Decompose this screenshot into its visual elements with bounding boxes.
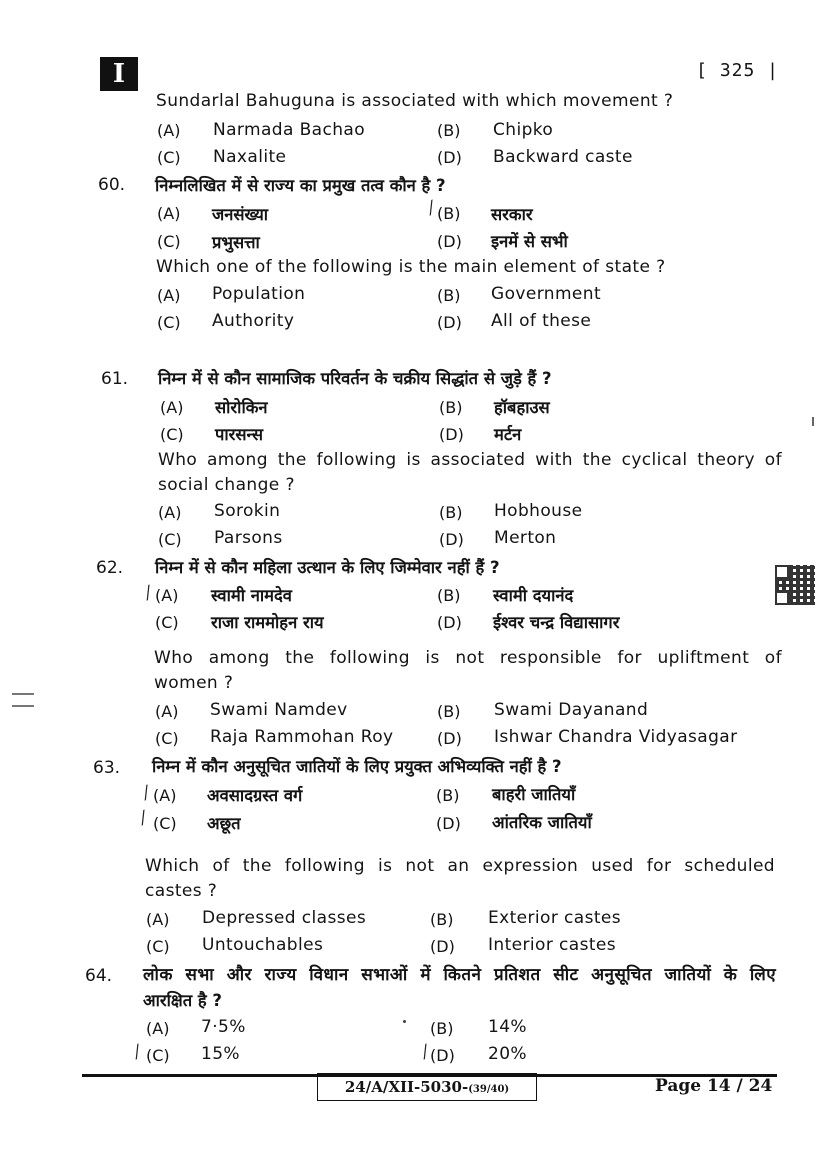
q61-hi-option-c-label: (C)	[160, 425, 184, 444]
q64-option-d: 20%	[488, 1044, 527, 1064]
q60-hi-option-a-label: (A)	[157, 204, 181, 223]
q61-hi-option-b: हॉबहाउस	[494, 398, 550, 417]
q59-option-a-label: (A)	[157, 121, 181, 140]
q63-question-en-line1: Which of the following is not an expression used for scheduled	[145, 856, 775, 876]
q62-hi-option-b-label: (B)	[437, 586, 461, 605]
q63-en-option-a: Depressed classes	[202, 908, 367, 928]
q62-number: 62.	[96, 558, 124, 578]
answer-tick-mark: ⁄	[140, 783, 153, 804]
q63-hi-option-a-label: (A)	[153, 786, 177, 805]
page-mark: [ 325 |	[696, 60, 779, 81]
paper-code	[317, 1073, 537, 1101]
q61-hi-option-a-label: (A)	[160, 398, 184, 417]
paper-code-main: 24/A/XII-5030-	[344, 1078, 469, 1096]
q61-en-option-b-label: (B)	[439, 503, 463, 522]
q61-en-option-a: Sorokin	[214, 501, 281, 521]
q64-option-c-label: (C)	[146, 1046, 170, 1065]
q60-hi-option-c: प्रभुसत्ता	[212, 233, 260, 252]
q64-option-b: 14%	[488, 1017, 527, 1037]
q62-hi-option-a-label: (A)	[155, 586, 179, 605]
q61-en-option-a-label: (A)	[158, 503, 182, 522]
q61-en-option-c-label: (C)	[158, 530, 182, 549]
q60-question-en: Which one of the following is the main element of state ?	[156, 257, 666, 277]
q60-en-option-a-label: (A)	[157, 286, 181, 305]
q59-option-b-label: (B)	[437, 121, 461, 140]
q62-hi-option-c-label: (C)	[155, 613, 179, 632]
q62-hi-option-c: राजा राममोहन राय	[211, 613, 324, 632]
q60-hi-option-b-label: (B)	[437, 204, 461, 223]
q62-en-option-b: Swami Dayanand	[494, 700, 649, 720]
q63-hi-option-d-label: (D)	[436, 814, 461, 833]
q63-en-option-b-label: (B)	[430, 910, 454, 929]
q64-option-b-label: (B)	[430, 1019, 454, 1038]
q62-en-option-a: Swami Namdev	[210, 700, 348, 720]
q60-hi-option-d: इनमें से सभी	[491, 232, 568, 251]
q63-number: 63.	[93, 758, 121, 778]
q62-en-option-c-label: (C)	[155, 729, 179, 748]
q60-en-option-c: Authority	[212, 311, 295, 331]
q63-hi-option-c-label: (C)	[153, 814, 177, 833]
q59-option-b: Chipko	[493, 120, 554, 140]
answer-tick-mark: ⁄	[131, 1042, 144, 1063]
q59-option-d-label: (D)	[437, 148, 462, 167]
q59-option-a: Narmada Bachao	[213, 120, 366, 140]
q63-hi-option-c: अछूत	[207, 814, 241, 833]
paper-set-badge: I	[100, 57, 138, 91]
q61-hi-option-b-label: (B)	[439, 398, 463, 417]
q64-option-a: 7·5%	[201, 1017, 246, 1037]
q61-number: 61.	[101, 369, 129, 389]
q63-en-option-d: Interior castes	[488, 935, 617, 955]
q62-question-hi: निम्न में से कौन महिला उत्थान के लिए जिम्मेवार नहीं हैं ?	[155, 558, 500, 577]
q64-number: 64.	[85, 966, 113, 986]
q62-en-option-c: Raja Rammohan Roy	[210, 727, 394, 747]
q61-hi-option-c: पारसन्स	[215, 425, 264, 444]
q60-question-hi: निम्नलिखित में से राज्य का प्रमुख तत्व कौन है ?	[155, 176, 446, 195]
q62-en-option-b-label: (B)	[437, 702, 461, 721]
page-number-footer: Page 14 / 24	[655, 1076, 773, 1096]
q64-question-hi-line1: लोक सभा और राज्य विधान सभाओं में कितने प्रतिशत सीट अनुसूचित जातियों के लिए	[143, 965, 776, 985]
q63-en-option-c-label: (C)	[146, 937, 170, 956]
q60-en-option-a: Population	[212, 284, 306, 304]
q61-hi-option-d-label: (D)	[439, 425, 464, 444]
q60-en-option-d: All of these	[491, 311, 592, 331]
answer-tick-mark: ⁄	[419, 1042, 432, 1063]
q60-en-option-c-label: (C)	[157, 313, 181, 332]
q62-hi-option-a: स्वामी नामदेव	[211, 586, 292, 605]
q63-hi-option-b: बाहरी जातियाँ	[492, 785, 576, 804]
q59-option-d: Backward caste	[493, 147, 633, 167]
q61-question-en-line1: Who among the following is associated with the cyclical theory of	[158, 450, 782, 470]
q62-en-option-d-label: (D)	[437, 729, 462, 748]
q61-hi-option-a: सोरोकिन	[215, 398, 268, 417]
q63-en-option-b: Exterior castes	[488, 908, 622, 928]
q61-question-en-line2: social change ?	[158, 475, 295, 495]
q59-question-en: Sundarlal Bahuguna is associated with which movement ?	[156, 91, 674, 111]
q64-option-c: 15%	[201, 1044, 240, 1064]
q60-hi-option-b: सरकार	[491, 205, 533, 224]
q63-hi-option-a: अवसादग्रस्त वर्ग	[207, 786, 303, 805]
answer-tick-mark: ⁄	[142, 583, 155, 604]
q60-number: 60.	[98, 175, 126, 195]
q59-option-c-label: (C)	[157, 148, 181, 167]
q61-en-option-d: Merton	[494, 528, 557, 548]
q61-question-hi: निम्न में से कौन सामाजिक परिवर्तन के चक्रीय सिद्धांत से जुड़े हैं ?	[158, 369, 552, 388]
margin-mark	[812, 417, 814, 426]
q60-hi-option-c-label: (C)	[157, 232, 181, 251]
q63-en-option-a-label: (A)	[146, 910, 170, 929]
q60-en-option-b: Government	[491, 284, 602, 304]
q60-en-option-b-label: (B)	[437, 286, 461, 305]
q64-question-hi-line2: आरक्षित है ?	[143, 991, 222, 1010]
q64-option-d-label: (D)	[430, 1046, 455, 1065]
q60-hi-option-a: जनसंख्या	[212, 205, 269, 224]
q62-hi-option-b: स्वामी दयानंद	[493, 586, 574, 605]
stray-dot	[403, 1020, 406, 1023]
q62-hi-option-d: ईश्वर चन्द्र विद्यासागर	[493, 613, 620, 632]
q62-en-option-d: Ishwar Chandra Vidyasagar	[494, 727, 738, 747]
qr-code	[775, 565, 815, 605]
answer-tick-mark: ⁄	[137, 808, 150, 829]
q62-en-option-a-label: (A)	[155, 702, 179, 721]
q62-question-en-line2: women ?	[154, 673, 234, 693]
q61-en-option-b: Hobhouse	[494, 501, 583, 521]
margin-mark	[12, 693, 34, 707]
q62-question-en-line1: Who among the following is not responsible for upliftment of	[154, 648, 782, 668]
q63-en-option-d-label: (D)	[430, 937, 455, 956]
q63-hi-option-b-label: (B)	[436, 786, 460, 805]
paper-code-suffix: (39/40)	[468, 1084, 510, 1095]
q62-hi-option-d-label: (D)	[437, 613, 462, 632]
q63-question-hi: निम्न में कौन अनुसूचित जातियों के लिए प्रयुक्त अभिव्यक्ति नहीं है ?	[152, 757, 562, 776]
q59-option-c: Naxalite	[213, 147, 287, 167]
q63-en-option-c: Untouchables	[202, 935, 324, 955]
q63-question-en-line2: castes ?	[145, 881, 218, 901]
q60-hi-option-d-label: (D)	[437, 232, 462, 251]
q60-en-option-d-label: (D)	[437, 313, 462, 332]
q63-hi-option-d: आंतरिक जातियाँ	[492, 813, 592, 832]
q61-en-option-d-label: (D)	[439, 530, 464, 549]
answer-tick-mark: ⁄	[425, 198, 438, 219]
q61-hi-option-d: मर्टन	[494, 425, 522, 444]
q61-en-option-c: Parsons	[214, 528, 283, 548]
q64-option-a-label: (A)	[146, 1019, 170, 1038]
